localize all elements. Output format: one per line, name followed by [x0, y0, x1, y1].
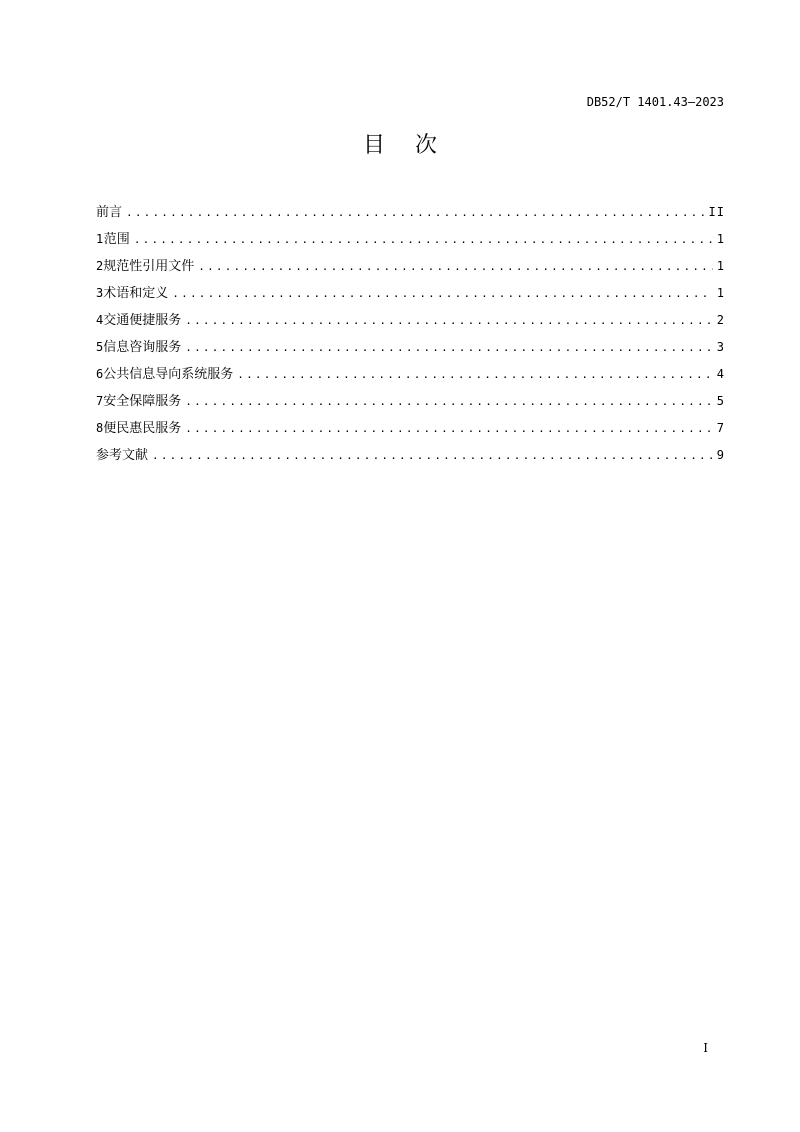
toc-entry-number: 4: [96, 313, 104, 327]
toc-entry-label: 范围: [103, 232, 130, 247]
toc-entry-page: 1: [716, 286, 725, 300]
toc-dot-leader: [185, 395, 713, 408]
toc-entry-number: 3: [96, 286, 104, 300]
toc-entry-page: 4: [716, 367, 725, 381]
toc-dot-leader: [185, 314, 713, 327]
toc-dot-leader: [237, 368, 713, 381]
toc-entry-number: 7: [96, 394, 104, 408]
toc-entry-label: 交通便捷服务: [103, 313, 182, 328]
toc-entry-page: II: [708, 205, 725, 219]
toc-entry-page: 5: [716, 394, 725, 408]
toc-entry-number: 8: [96, 421, 104, 435]
toc-entry-number: 5: [96, 340, 104, 354]
toc-entry-bibliography[interactable]: [96, 444, 725, 471]
toc-entry-label: 参考文献: [96, 448, 149, 463]
toc-dot-leader: [185, 341, 713, 354]
toc-entry-page: 7: [716, 421, 725, 435]
toc-entry-4[interactable]: [96, 309, 725, 336]
toc-dot-leader: [134, 233, 713, 246]
toc-entry-3[interactable]: [96, 282, 725, 309]
toc-entry-page: 1: [716, 232, 725, 246]
toc-entry-label: 便民惠民服务: [103, 421, 182, 436]
toc-entry-page: 1: [716, 259, 725, 273]
toc-entry-label: 前言: [96, 205, 123, 220]
toc-dot-leader: [198, 260, 713, 273]
page-title: 目次: [362, 133, 467, 158]
toc-entry-label: 公共信息导向系统服务: [103, 367, 234, 382]
toc-dot-leader: [172, 287, 712, 300]
toc-entry-6[interactable]: [96, 363, 725, 390]
toc-entry-number: 6: [96, 367, 104, 381]
page-number: I: [703, 1041, 708, 1055]
table-of-contents: [96, 201, 725, 471]
toc-entry-page: 9: [716, 448, 725, 462]
toc-dot-leader: [152, 449, 713, 462]
toc-entry-2[interactable]: [96, 255, 725, 282]
toc-entry-8[interactable]: [96, 417, 725, 444]
toc-dot-leader: [126, 206, 705, 219]
toc-entry-label: 安全保障服务: [103, 394, 182, 409]
toc-entry-7[interactable]: [96, 390, 725, 417]
toc-entry-number: 2: [96, 259, 104, 273]
toc-entry-number: 1: [96, 232, 104, 246]
toc-entry-page: 3: [716, 340, 725, 354]
toc-entry-foreword[interactable]: [96, 201, 725, 228]
toc-entry-1[interactable]: [96, 228, 725, 255]
toc-entry-page: 2: [716, 313, 725, 327]
document-code: DB52/T 1401.43—2023: [586, 95, 724, 109]
toc-entry-label: 术语和定义: [103, 286, 169, 301]
toc-entry-5[interactable]: [96, 336, 725, 363]
toc-entry-label: 规范性引用文件: [103, 259, 195, 274]
toc-dot-leader: [185, 422, 713, 435]
toc-entry-label: 信息咨询服务: [103, 340, 182, 355]
